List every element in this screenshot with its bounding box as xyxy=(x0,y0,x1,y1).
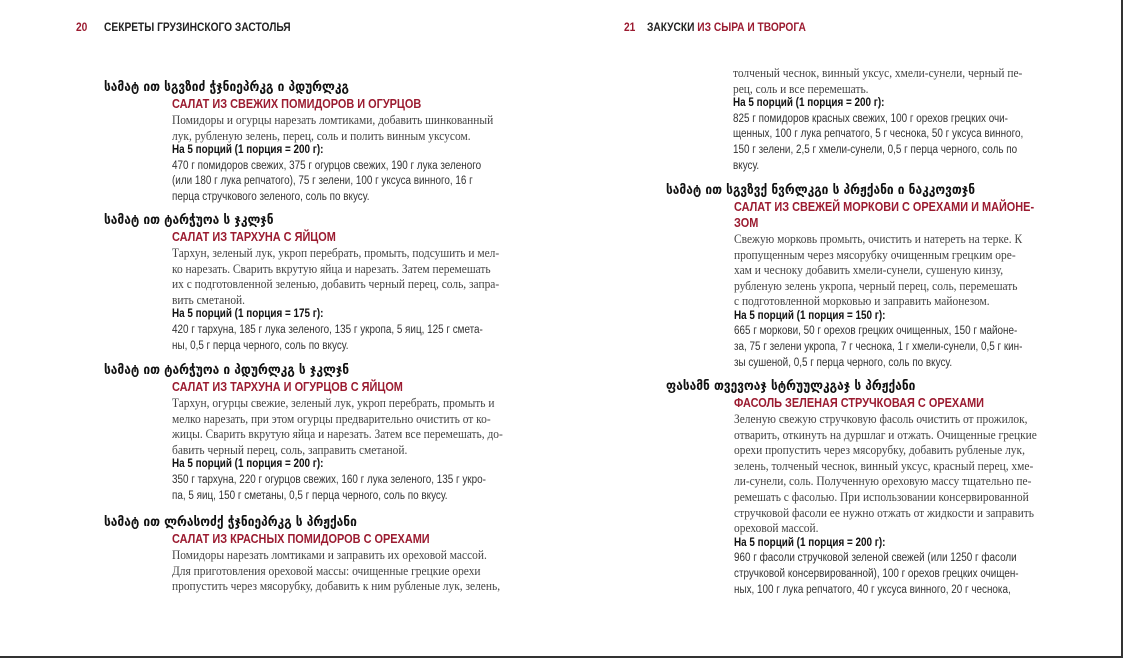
recipe-body xyxy=(172,531,545,594)
portions-label: На 5 порций (1 порция = 200 г): xyxy=(172,458,324,471)
running-head-text: СЕКРЕТЫ ГРУЗИНСКОГО ЗАСТОЛЬЯ xyxy=(104,20,291,34)
ingredients-line: за, 75 г зелени укропа, 7 г чеснока, 1 г хмели-сунели, 0,5 г кин- xyxy=(734,341,1023,354)
ingredients-line: 960 г фасоли стручковой зеленой свежей (или 1250 г фасоли xyxy=(734,552,1017,565)
recipe-description-line: рец, соль и все перемешать. xyxy=(733,80,869,96)
recipe-georgian-heading: სამატ ით სგვზიძ ჭჯნიეპრკგ ი პდურლკგ xyxy=(104,80,349,95)
recipe-description-line: орехи пропустить через мясорубку, добавить рубленые лук, xyxy=(734,442,1025,458)
recipe-description-line: отварить, откинуть на дуршлаг и отжать. Очищенные грецкие xyxy=(734,426,1037,442)
recipe-description-line: Для приготовления ореховой массы: очищенные грецкие орехи xyxy=(172,562,481,578)
recipe-description-line: Тархун, зеленый лук, укроп перебрать, промыть, подсушить и мел- xyxy=(172,245,500,260)
recipe-description-line: вить сметаной. xyxy=(172,291,246,307)
ingredients-line: па, 5 яиц, 150 г сметаны, 0,5 г перца черного, соль по вкусу. xyxy=(172,489,448,502)
portions-label: На 5 порций (1 порция = 200 г): xyxy=(172,144,324,157)
recipe-title: ФАСОЛЬ ЗЕЛЕНАЯ СТРУЧКОВАЯ С ОРЕХАМИ xyxy=(734,395,985,410)
recipe-description-line: зелень, толченый чеснок, винный уксус, красный перец, хме- xyxy=(734,457,1034,473)
recipe-description-line: жицы. Сварить вкрутую яйца и нарезать. Затем все перемешать, до- xyxy=(172,426,503,442)
ingredients-line: перца стручкового зеленого, соль по вкусу. xyxy=(172,191,370,204)
portions-label: На 5 порций (1 порция = 200 г): xyxy=(734,536,886,549)
recipe-title: САЛАТ ИЗ СВЕЖЕЙ МОРКОВИ С ОРЕХАМИ И МАЙОНЕ- xyxy=(734,199,1035,214)
recipe-georgian-heading: სამატ ით სგვზვქ ნვრლკგი ს პრჟქანი ი ნაკკოვთჯნ xyxy=(666,183,976,198)
recipe-section xyxy=(104,79,537,206)
ingredients-line: 470 г помидоров свежих, 375 г огурцов свежих, 190 г лука зеленого xyxy=(172,159,482,172)
recipe-body xyxy=(734,199,1091,372)
ingredients-line: (или 180 г лука репчатого), 75 г зелени, 100 г уксуса винного, 16 г xyxy=(172,175,473,188)
page-edge-bottom xyxy=(0,656,1123,658)
recipe-georgian-heading: სამატ ით ლრასოძქ ჭჯნიეპრკგ ს პრჟქანი xyxy=(104,515,357,530)
ingredients-line: щенных, 100 г лука репчатого, 5 г чеснока, 50 г уксуса винного, xyxy=(733,128,1024,141)
ingredients-line: ны, 0,5 г перца черного, соль по вкусу. xyxy=(172,339,349,352)
left-running-head xyxy=(76,20,291,34)
recipe-body xyxy=(734,395,1078,599)
recipe-section xyxy=(104,362,548,504)
recipe-body xyxy=(172,229,544,354)
ingredients-line: стручковой консервированной), 100 г орехов грецких очищен- xyxy=(734,568,1019,581)
recipe-section xyxy=(666,182,1091,372)
recipe-description-line: Свежую морковь промыть, очистить и натереть на терке. К xyxy=(734,231,1023,246)
ingredients-line: вкусу. xyxy=(733,160,760,173)
ingredients-line: 420 г тархуна, 185 г лука зеленого, 135 г укропа, 5 яиц, 125 г смета- xyxy=(172,323,483,336)
ingredients-line: 665 г моркови, 50 г орехов грецких очищенных, 150 г майоне- xyxy=(734,325,1018,338)
recipe-title: САЛАТ ИЗ ТАРХУНА С ЯЙЦОМ xyxy=(172,229,336,244)
portions-label: На 5 порций (1 порция = 175 г): xyxy=(172,308,324,321)
recipe-georgian-heading: სამატ ით ტარჭუოა ს ჯკლჯნ xyxy=(104,213,274,228)
recipe-description-line: ко нарезать. Сварить вкрутую яйца и нарезать. Затем перемешать xyxy=(172,260,491,276)
recipe-georgian-heading: სამატ ით ტარჭუოა ი პდურლკგ ს ჯკლჯნ xyxy=(104,363,350,378)
ingredients-line: ных, 100 г лука репчатого, 40 г уксуса винного, 20 г чеснока, xyxy=(734,583,1011,596)
page-number: 21 xyxy=(624,20,636,34)
recipe-description-line: их с подготовленной зеленью, добавить черный перец, соль, запра- xyxy=(172,276,500,292)
recipe-description-line: бавить черный перец, соль, заправить сметаной. xyxy=(172,441,408,457)
page-number: 20 xyxy=(76,20,88,34)
recipe-description-line: Помидоры и огурцы нарезать ломтиками, добавить шинкованный xyxy=(172,112,494,127)
portions-label: На 5 порций (1 порция = 150 г): xyxy=(734,309,886,322)
recipe-continuation xyxy=(733,65,1070,175)
ingredients-line: зы сушеной, 0,5 г перца черного, соль по вкусу. xyxy=(734,357,953,370)
recipe-description-line: ремешать с фасолью. При использовании консервированной xyxy=(734,488,1029,504)
recipe-body xyxy=(172,96,537,206)
recipe-description-line: стручковой фасоли ее нужно отжать от жидкости и заправить xyxy=(734,504,1035,520)
recipe-description-line: пропустить через мясорубку, добавить к ним рубленые лук, зелень, xyxy=(172,578,501,594)
recipe-description-line: рубленую зелень укропа, черный перец, соль, перемешать xyxy=(734,277,1018,293)
recipe-description-line: пропущенным через мясорубку очищенным грецким оре- xyxy=(734,246,1016,262)
recipe-title: САЛАТ ИЗ ТАРХУНА И ОГУРЦОВ С ЯЙЦОМ xyxy=(172,379,403,394)
recipe-description-line: хам и чесноку добавить хмели-сунели, сушеную кинзу, xyxy=(734,262,1004,278)
recipe-description-line: Зеленую свежую стручковую фасоль очистить от прожилок, xyxy=(734,411,1028,426)
portions-label: На 5 порций (1 порция = 200 г): xyxy=(733,97,885,110)
page-edge-right xyxy=(1121,0,1123,656)
recipe-description-line: мелко нарезать, при этом огурцы предварительно очистить от ко- xyxy=(172,410,491,426)
recipe-section xyxy=(666,378,1078,599)
recipe-description-line: ли-сунели, соль. Полученную ореховую массу тщательно пе- xyxy=(734,473,1032,489)
ingredients-line: 150 г зелени, 2,5 г хмели-сунели, 0,5 г перца черного, соль по xyxy=(733,144,1018,157)
running-head-accent: ИЗ СЫРА И ТВОРОГА xyxy=(697,20,806,34)
right-running-head xyxy=(624,20,806,34)
recipe-title: САЛАТ ИЗ СВЕЖИХ ПОМИДОРОВ И ОГУРЦОВ xyxy=(172,96,422,111)
recipe-section xyxy=(104,514,545,594)
recipe-description-line: лук, рубленую зелень, перец, соль и полить винным уксусом. xyxy=(172,127,471,143)
recipe-description-line: Помидоры нарезать ломтиками и заправить их ореховой массой. xyxy=(172,547,487,562)
recipe-section xyxy=(104,212,544,354)
recipe-description-line: Тархун, огурцы свежие, зеленый лук, укроп перебрать, промыть и xyxy=(172,395,495,410)
recipe-description-line: с подготовленной морковью и заправить майонезом. xyxy=(734,293,990,309)
ingredients-line: 350 г тархуна, 220 г огурцов свежих, 160 г лука зеленого, 135 г укро- xyxy=(172,473,486,486)
running-head-text: ЗАКУСКИ xyxy=(646,20,695,34)
recipe-body xyxy=(172,379,548,504)
recipe-description-line: толченый чеснок, винный уксус, хмели-сунели, черный пе- xyxy=(733,65,1023,80)
ingredients-line: 825 г помидоров красных свежих, 100 г орехов грецких очи- xyxy=(733,112,1008,125)
recipe-description-line: ореховой массой. xyxy=(734,520,819,536)
recipe-georgian-heading: ფასამნ თვევოაჯ სტრუულკგაჯ ს პრჟქანი xyxy=(666,379,916,394)
recipe-title: ЗОМ xyxy=(734,215,759,230)
recipe-title: САЛАТ ИЗ КРАСНЫХ ПОМИДОРОВ С ОРЕХАМИ xyxy=(172,531,430,546)
